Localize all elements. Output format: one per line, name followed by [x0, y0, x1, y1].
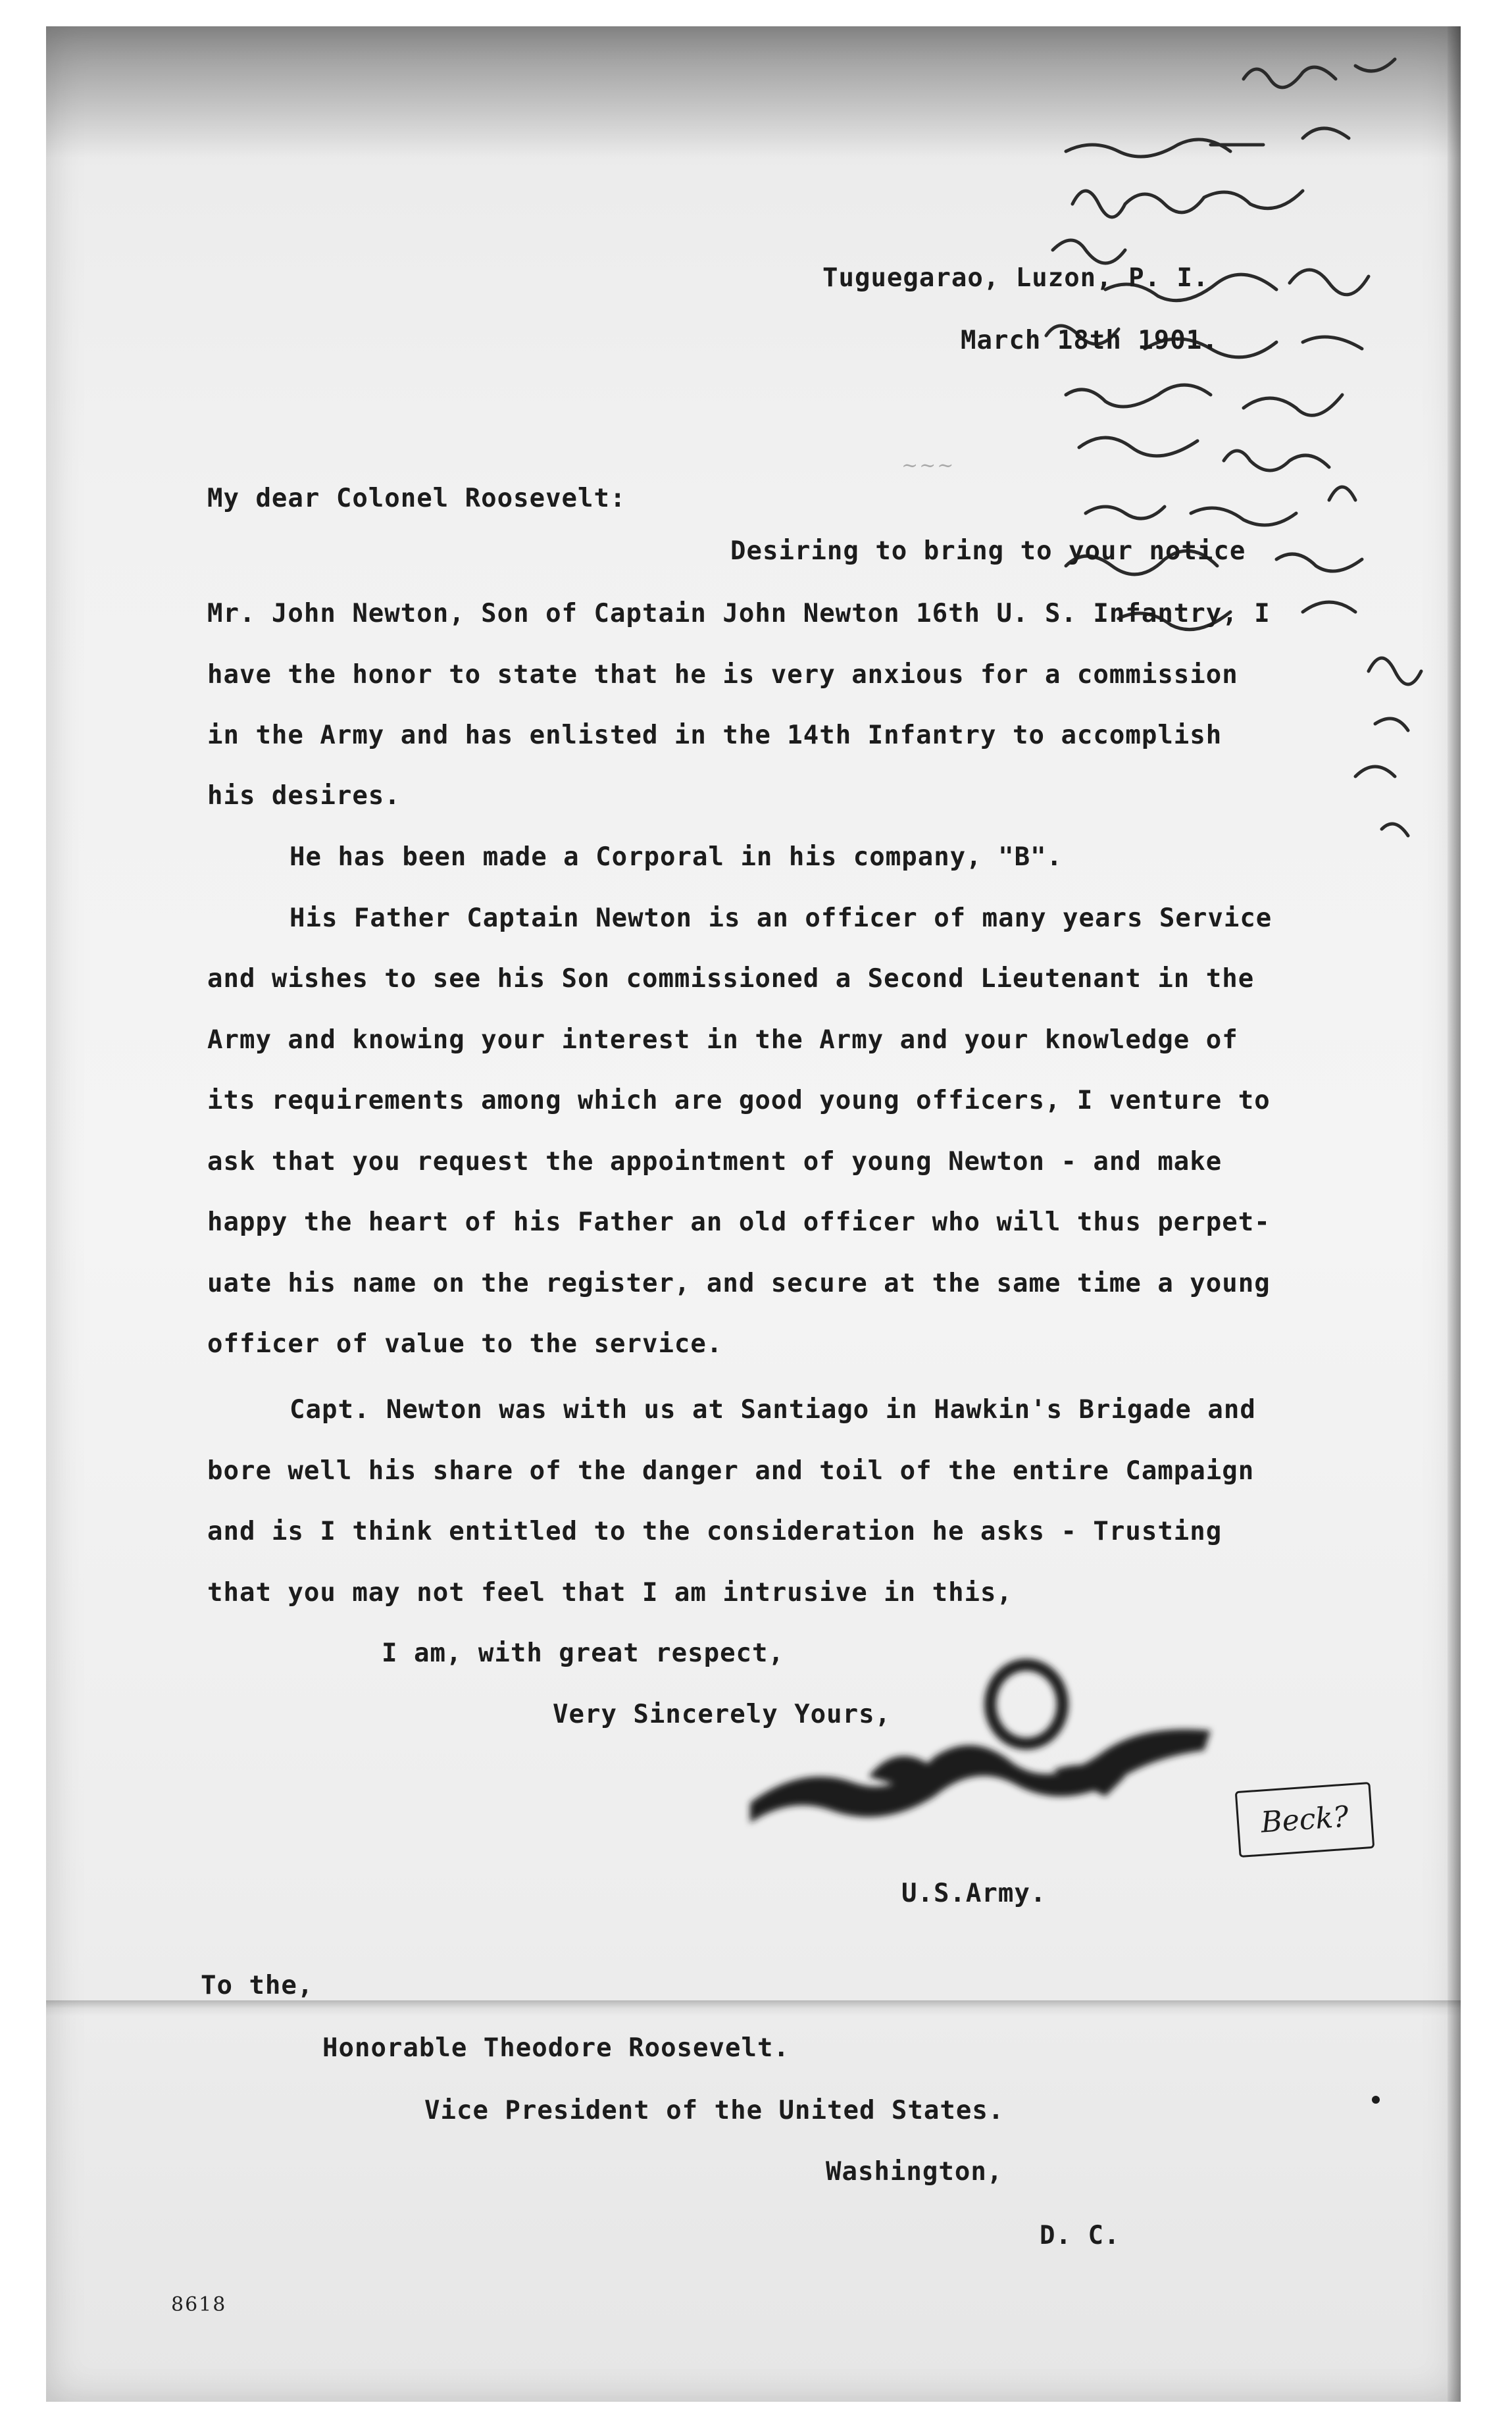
body-line: Capt. Newton was with us at Santiago in Hawkin's Brigade and — [290, 1395, 1256, 1425]
letter-date: March 18th 1901. — [961, 326, 1219, 355]
address-city: Washington, — [826, 2157, 1003, 2187]
address-district: D. C. — [1040, 2221, 1121, 2250]
body-line: happy the heart of his Father an old officer who will thus perpet- — [207, 1207, 1271, 1237]
body-line: and wishes to see his Son commissioned a Second Lieutenant in the — [207, 964, 1255, 994]
body-line: ask that you request the appointment of young Newton - and make — [207, 1147, 1222, 1177]
body-line: that you may not feel that I am intrusive in this, — [207, 1578, 1013, 1608]
body-line: bore well his share of the danger and toil of the entire Campaign — [207, 1456, 1255, 1486]
address-title: Vice President of the United States. — [424, 2096, 1005, 2125]
salutation: My dear Colonel Roosevelt: — [207, 484, 626, 513]
body-line: His Father Captain Newton is an officer of many years Service — [290, 903, 1273, 933]
signature — [737, 1645, 1224, 1862]
body-line: in the Army and has enlisted in the 14th Infantry to accomplish — [207, 721, 1222, 750]
body-line: his desires. — [207, 781, 401, 811]
handwritten-margin-notes — [1026, 39, 1448, 908]
ink-dot — [1372, 2096, 1380, 2104]
body-line: have the honor to state that he is very anxious for a commission — [207, 660, 1238, 690]
closing-yours: Very Sincerely Yours, — [553, 1700, 892, 1729]
letter-place: Tuguegarao, Luzon, P. I. — [822, 263, 1209, 293]
address-to: To the, — [201, 1971, 314, 2000]
signer-rank: U.S.Army. — [901, 1879, 1047, 1908]
body-line: officer of value to the service. — [207, 1329, 723, 1359]
paper-fold — [46, 2000, 1461, 2016]
faint-stamp-text: ~~~ — [901, 454, 955, 477]
archive-number: 8618 — [171, 2293, 227, 2316]
paper-edge — [1448, 26, 1461, 2402]
address-name: Honorable Theodore Roosevelt. — [322, 2033, 790, 2063]
body-line: uate his name on the register, and secure at the same time a young — [207, 1269, 1271, 1298]
body-line: He has been made a Corporal in his company, "B". — [290, 842, 1063, 872]
body-line: Desiring to bring to your notice — [730, 536, 1246, 566]
boxed-annotation-text: Beck? — [1259, 1800, 1350, 1840]
boxed-annotation — [1235, 1782, 1375, 1858]
body-line: Army and knowing your interest in the Army and your knowledge of — [207, 1025, 1238, 1055]
body-line: Mr. John Newton, Son of Captain John Newton 16th U. S. Infantry, I — [207, 599, 1271, 628]
closing-respect: I am, with great respect, — [382, 1638, 784, 1668]
body-line: and is I think entitled to the consideration he asks - Trusting — [207, 1517, 1222, 1546]
body-line: its requirements among which are good young officers, I venture to — [207, 1086, 1271, 1115]
